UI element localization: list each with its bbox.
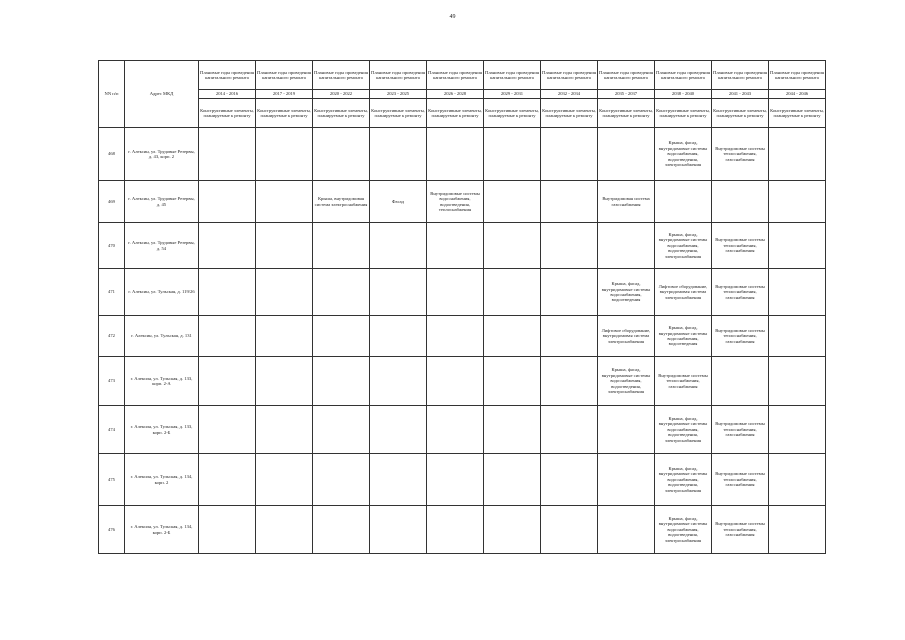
header-period-elements: Конструктивные элементы, планируемые к ремонту: [769, 99, 826, 128]
repair-cell: [769, 506, 826, 554]
row-address: г. Алексин, ул. Трудовые Резервы, д. 43, корп. 2: [125, 128, 199, 181]
capital-repair-table: [98, 60, 826, 554]
repair-cell: [484, 406, 541, 454]
repair-cell: Крыша, фасад, внутридомовые системы водоснабжения, водоотведения, электроснабжения: [655, 506, 712, 554]
repair-cell: [256, 357, 313, 406]
header-period-elements: Конструктивные элементы, планируемые к ремонту: [256, 99, 313, 128]
repair-cell: [598, 506, 655, 554]
header-period-elements: Конструктивные элементы, планируемые к ремонту: [655, 99, 712, 128]
repair-cell: [484, 223, 541, 269]
repair-cell: Крыша, фасад, внутридомовые системы водоснабжения, водоотведения: [598, 269, 655, 316]
header-period-top: Плановые годы проведения капитального ремонта: [769, 61, 826, 90]
header-period-years: 2020 - 2022: [313, 90, 370, 99]
repair-cell: [541, 269, 598, 316]
table-body: [99, 128, 826, 554]
repair-cell: [256, 406, 313, 454]
header-period-top: Плановые годы проведения капитального ремонта: [598, 61, 655, 90]
table-row: [99, 506, 826, 554]
table-header: [99, 61, 826, 128]
header-period-top: Плановые годы проведения капитального ремонта: [313, 61, 370, 90]
row-address: г. Алексин, ул. Трудовые Резервы, д. 45: [125, 181, 199, 223]
repair-cell: [313, 357, 370, 406]
row-number: 475: [99, 454, 125, 506]
header-period-top: Плановые годы проведения капитального ремонта: [541, 61, 598, 90]
repair-cell: [484, 316, 541, 357]
repair-cell: [598, 223, 655, 269]
repair-cell: Крыша, фасад, внутридомовые системы водоснабжения, водоотведения, электроснабжения: [598, 357, 655, 406]
repair-cell: [427, 223, 484, 269]
row-address: г. Алексин, ул. Тульская, д. 133, корп. 2-Б: [125, 406, 199, 454]
repair-cell: [256, 223, 313, 269]
repair-cell: Крыша, фасад, внутридомовые системы водоснабжения, водоотведения, электроснабжения: [655, 454, 712, 506]
repair-cell: [256, 181, 313, 223]
header-period-years: 2038 - 2040: [655, 90, 712, 99]
repair-cell: [484, 357, 541, 406]
header-period-years: 2041 - 2043: [712, 90, 769, 99]
repair-cell: [256, 316, 313, 357]
page-number: 49: [449, 14, 456, 20]
repair-cell: [598, 128, 655, 181]
header-period-top: Плановые годы проведения капитального ремонта: [712, 61, 769, 90]
repair-cell: [541, 316, 598, 357]
repair-cell: [598, 454, 655, 506]
repair-cell: [427, 454, 484, 506]
repair-cell: [313, 128, 370, 181]
repair-cell: Крыша, фасад, внутридомовые системы водоснабжения, водоотведения: [655, 316, 712, 357]
repair-cell: Крыша, фасад, внутридомовые системы водоснабжения, водоотведения, электроснабжения: [655, 223, 712, 269]
header-period-elements: Конструктивные элементы, планируемые к ремонту: [598, 99, 655, 128]
header-period-top: Плановые годы проведения капитального ремонта: [199, 61, 256, 90]
repair-cell: [313, 406, 370, 454]
repair-cell: [427, 269, 484, 316]
header-period-years: 2032 - 2034: [541, 90, 598, 99]
repair-cell: Внутридомовые системы теплоснабжения, газоснабжения: [712, 506, 769, 554]
repair-cell: [769, 269, 826, 316]
repair-cell: [712, 181, 769, 223]
header-period-years: 2029 - 2031: [484, 90, 541, 99]
repair-cell: Внутридомовые системы теплоснабжения, газоснабжения: [712, 223, 769, 269]
repair-cell: Внутридомовые системы теплоснабжения, газоснабжения: [712, 454, 769, 506]
repair-cell: [712, 357, 769, 406]
repair-cell: Внутридомовые системы теплоснабжения, газоснабжения: [712, 406, 769, 454]
repair-cell: [370, 506, 427, 554]
row-address: г. Алексин, ул. Трудовые Резервы, д. 54: [125, 223, 199, 269]
repair-cell: [370, 223, 427, 269]
repair-cell: [370, 316, 427, 357]
repair-cell: [199, 269, 256, 316]
repair-cell: [199, 357, 256, 406]
repair-cell: Крыша, внутридомовая система электроснабжения: [313, 181, 370, 223]
header-period-years: 2017 - 2019: [256, 90, 313, 99]
repair-cell: [541, 223, 598, 269]
header-period-years: 2035 - 2037: [598, 90, 655, 99]
row-number: 472: [99, 316, 125, 357]
header-period-years: 2023 - 2025: [370, 90, 427, 99]
repair-cell: [484, 181, 541, 223]
header-period-top: Плановые годы проведения капитального ремонта: [655, 61, 712, 90]
repair-cell: [769, 454, 826, 506]
table-row: [99, 454, 826, 506]
repair-cell: Крыша, фасад, внутридомовые системы водоснабжения, водоотведения, электроснабжения: [655, 406, 712, 454]
repair-cell: [370, 128, 427, 181]
repair-cell: Внутридомовые системы теплоснабжения, газоснабжения: [712, 316, 769, 357]
repair-cell: [484, 128, 541, 181]
header-period-years: 2026 - 2028: [427, 90, 484, 99]
table-row: [99, 357, 826, 406]
repair-cell: [313, 269, 370, 316]
repair-cell: [370, 357, 427, 406]
repair-cell: Фасад: [370, 181, 427, 223]
header-period-top: Плановые годы проведения капитального ремонта: [256, 61, 313, 90]
row-address: г. Алексин, ул. Тульская, д. 133, корп. 2-А: [125, 357, 199, 406]
header-period-elements: Конструктивные элементы, планируемые к ремонту: [427, 99, 484, 128]
repair-cell: [256, 454, 313, 506]
repair-cell: [655, 181, 712, 223]
repair-cell: [313, 454, 370, 506]
repair-cell: [541, 406, 598, 454]
repair-cell: [484, 454, 541, 506]
repair-cell: [427, 357, 484, 406]
header-period-top: Плановые годы проведения капитального ремонта: [484, 61, 541, 90]
repair-cell: [769, 357, 826, 406]
repair-cell: [769, 316, 826, 357]
repair-cell: Внутридомовые системы водоснабжения, водоотведения, теплоснабжения: [427, 181, 484, 223]
repair-cell: [256, 128, 313, 181]
repair-cell: [484, 269, 541, 316]
header-address: Адрес МКД: [125, 61, 199, 128]
table-row: [99, 316, 826, 357]
row-address: г. Алексин, ул. Тульская, д. 134, корп. 2: [125, 454, 199, 506]
repair-cell: [199, 406, 256, 454]
repair-cell: [370, 454, 427, 506]
row-address: г. Алексин, ул. Тульская, д. 131: [125, 316, 199, 357]
repair-cell: [769, 128, 826, 181]
header-period-top: Плановые годы проведения капитального ремонта: [427, 61, 484, 90]
repair-cell: [598, 406, 655, 454]
repair-cell: [427, 506, 484, 554]
row-number: 473: [99, 357, 125, 406]
table-row: [99, 406, 826, 454]
repair-cell: [199, 181, 256, 223]
repair-cell: [199, 223, 256, 269]
repair-cell: [541, 454, 598, 506]
repair-cell: [541, 506, 598, 554]
repair-cell: Внутридомовые системы теплоснабжения, газоснабжения: [712, 128, 769, 181]
repair-cell: [199, 128, 256, 181]
table-row: [99, 128, 826, 181]
header-num: NN п/п: [99, 61, 125, 128]
repair-cell: [427, 316, 484, 357]
repair-cell: [769, 181, 826, 223]
header-period-elements: Конструктивные элементы, планируемые к ремонту: [370, 99, 427, 128]
repair-cell: [484, 506, 541, 554]
header-period-elements: Конструктивные элементы, планируемые к ремонту: [199, 99, 256, 128]
repair-cell: [313, 316, 370, 357]
repair-cell: [427, 128, 484, 181]
row-number: 468: [99, 128, 125, 181]
repair-cell: Лифтовое оборудование, внутридомовая система электроснабжения: [598, 316, 655, 357]
row-address: г. Алексин, ул. Тульская, д. 119/26: [125, 269, 199, 316]
repair-cell: [541, 128, 598, 181]
table-row: [99, 223, 826, 269]
row-number: 469: [99, 181, 125, 223]
repair-cell: Внутридомовые системы теплоснабжения, газоснабжения: [655, 357, 712, 406]
repair-cell: [256, 269, 313, 316]
header-period-years: 2044 - 2046: [769, 90, 826, 99]
header-period-elements: Конструктивные элементы, планируемые к ремонту: [541, 99, 598, 128]
repair-cell: Крыша, фасад, внутридомовые системы водоснабжения, водоотведения, электроснабжения: [655, 128, 712, 181]
repair-cell: [370, 406, 427, 454]
repair-cell: [313, 506, 370, 554]
repair-cell: Лифтовое оборудование, внутридомовая система электроснабжения: [655, 269, 712, 316]
repair-cell: [199, 454, 256, 506]
repair-cell: [370, 269, 427, 316]
repair-cell: [769, 406, 826, 454]
repair-cell: [427, 406, 484, 454]
row-address: г. Алексин, ул. Тульская, д. 134, корп. 2-Б: [125, 506, 199, 554]
repair-cell: [541, 357, 598, 406]
header-period-elements: Конструктивные элементы, планируемые к ремонту: [313, 99, 370, 128]
repair-cell: [199, 316, 256, 357]
repair-cell: Внутридомовая система газоснабжения: [598, 181, 655, 223]
row-number: 476: [99, 506, 125, 554]
repair-cell: Внутридомовые системы теплоснабжения, газоснабжения: [712, 269, 769, 316]
header-period-elements: Конструктивные элементы, планируемые к ремонту: [484, 99, 541, 128]
table-row: [99, 269, 826, 316]
header-period-elements: Конструктивные элементы, планируемые к ремонту: [712, 99, 769, 128]
repair-cell: [199, 506, 256, 554]
repair-cell: [541, 181, 598, 223]
repair-cell: [769, 223, 826, 269]
repair-cell: [313, 223, 370, 269]
repair-cell: [256, 506, 313, 554]
row-number: 474: [99, 406, 125, 454]
header-period-top: Плановые годы проведения капитального ремонта: [370, 61, 427, 90]
table-row: [99, 181, 826, 223]
header-period-years: 2014 - 2016: [199, 90, 256, 99]
row-number: 470: [99, 223, 125, 269]
row-number: 471: [99, 269, 125, 316]
